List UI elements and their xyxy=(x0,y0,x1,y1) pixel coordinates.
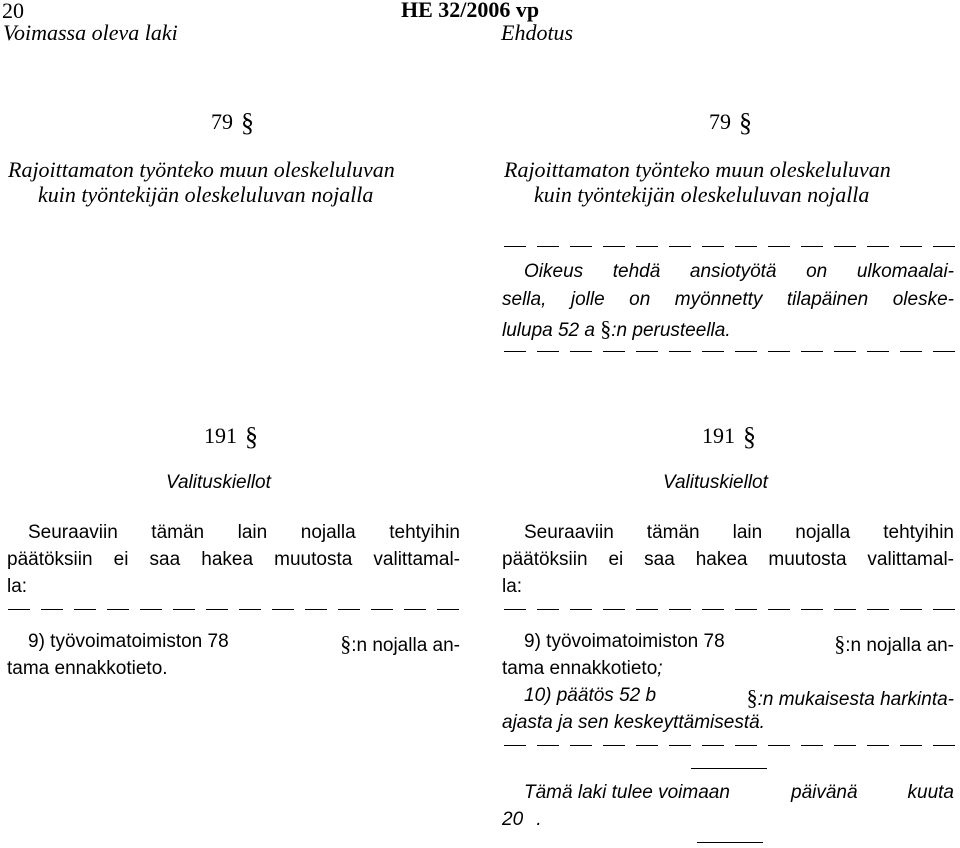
section-191-right-item9-line1 xyxy=(524,631,954,657)
section-79-title-right-line2: kuin työntekijän oleskeluluvan nojalla xyxy=(534,182,870,207)
text-fragment: tama ennakkotieto xyxy=(502,658,658,679)
omission-dashes xyxy=(8,609,459,612)
text-fragment xyxy=(747,685,954,711)
section-191-left-item9-line1 xyxy=(28,631,460,657)
section-number: 191 xyxy=(702,423,735,448)
section-191-left-p1-line3: la: xyxy=(7,576,28,597)
omission-dashes xyxy=(504,745,955,748)
section-191-left-p1-line1: Seuraaviin tämän lain nojalla tehtyihin xyxy=(28,522,460,543)
text-fragment: :n perusteella. xyxy=(611,320,731,341)
text-fragment xyxy=(834,631,954,657)
page-number: 20 xyxy=(2,0,24,23)
section-191-right-item9-line2 xyxy=(502,658,663,680)
section-sign: § xyxy=(600,316,612,341)
text-fragment: Tämä laki tulee voimaan xyxy=(524,782,730,803)
text-fragment: 9) työvoimatoimiston 78 xyxy=(28,631,229,652)
text-fragment: 20 xyxy=(502,809,524,830)
text-fragment: lulupa 52 a xyxy=(502,320,595,341)
section-79-body-line2: sella, jolle on myönnetty tilapäinen oleske- xyxy=(502,289,954,310)
text-fragment: päivänä xyxy=(791,782,858,803)
section-sign: § xyxy=(743,422,756,451)
section-191-right-p1-line3: la: xyxy=(502,576,523,597)
text-fragment: :n nojalla an- xyxy=(845,635,954,656)
entry-into-force-line2 xyxy=(502,809,542,831)
section-sign: § xyxy=(834,631,846,656)
section-79-title-right-line1: Rajoittamaton työnteko muun oleskeluluvan xyxy=(504,157,891,182)
section-number: 191 xyxy=(204,423,237,448)
section-191-left-p1-line2: päätöksiin ei saa hakea muutosta valittamal- xyxy=(7,549,460,570)
section-79-heading-left xyxy=(211,106,254,136)
section-79-body-line1: Oikeus tehdä ansiotyötä on ulkomaalai- xyxy=(524,261,954,282)
separator-line xyxy=(697,842,763,843)
section-79-body-line3 xyxy=(502,316,731,342)
omission-dashes xyxy=(504,246,955,249)
section-sign: § xyxy=(245,422,258,451)
omission-dashes xyxy=(504,609,955,612)
section-sign: § xyxy=(241,108,254,137)
column-title-proposal: Ehdotus xyxy=(501,20,574,45)
column-title-current-law: Voimassa oleva laki xyxy=(3,20,178,45)
section-191-heading-right xyxy=(702,420,756,450)
text-fragment: :n mukaisesta harkinta- xyxy=(757,689,954,710)
omission-dashes xyxy=(504,351,955,354)
section-191-left-item9-line2: tama ennakkotieto. xyxy=(7,658,168,679)
text-fragment: :n nojalla an- xyxy=(351,635,460,656)
section-79-title-left-line1: Rajoittamaton työnteko muun oleskeluluvan xyxy=(8,157,395,182)
section-79-title-left-line2: kuin työntekijän oleskeluluvan nojalla xyxy=(38,182,374,207)
section-sign: § xyxy=(746,685,758,710)
section-191-right-p1-line1: Seuraaviin tämän lain nojalla tehtyihin xyxy=(524,522,954,543)
section-191-right-item10-line2: ajasta ja sen keskeyttämisestä. xyxy=(502,712,765,733)
entry-into-force-line1 xyxy=(524,782,954,804)
text-fragment: kuuta xyxy=(907,782,954,803)
text-fragment: 10) päätös 52 b xyxy=(524,685,657,706)
section-79-heading-right xyxy=(709,106,752,136)
text-fragment xyxy=(340,631,460,657)
section-sign: § xyxy=(739,108,752,137)
document-id: HE 32/2006 vp xyxy=(401,0,540,22)
section-number: 79 xyxy=(211,109,233,134)
section-191-title-left: Valituskiellot xyxy=(166,472,271,493)
text-fragment: ; xyxy=(657,658,663,679)
section-sign: § xyxy=(340,631,352,656)
section-191-right-p1-line2: päätöksiin ei saa hakea muutosta valittamal- xyxy=(502,549,954,570)
separator-line xyxy=(691,768,767,769)
section-191-heading-left xyxy=(204,420,258,450)
text-fragment: . xyxy=(536,809,542,830)
section-191-right-item10-line1 xyxy=(524,685,954,711)
text-fragment: 9) työvoimatoimiston 78 xyxy=(524,631,725,652)
section-191-title-right: Valituskiellot xyxy=(663,472,768,493)
section-number: 79 xyxy=(709,109,731,134)
